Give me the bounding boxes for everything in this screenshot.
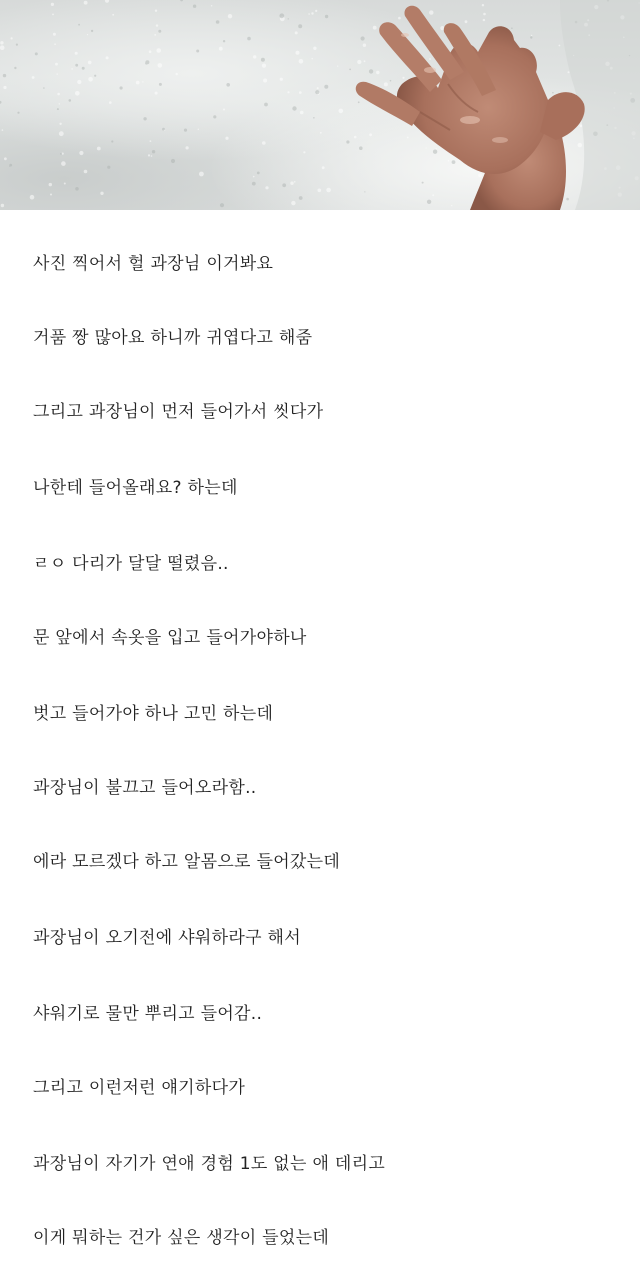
foam-bubble [69,99,72,102]
foam-bubble [262,141,266,145]
foam-bubble [364,191,365,192]
foam-bubble [213,115,216,118]
foam-bubble [294,181,296,183]
foam-bubble [54,43,56,45]
foam-bubble [107,166,110,169]
foam-bubble [287,91,289,93]
foam-bubble [17,112,19,114]
text-lines [0,210,640,1280]
foam-bubble [55,63,58,66]
foam-bubble [429,58,431,60]
text-line: 거품 짱 많아요 하니까 귀엽다고 해줌 [33,328,313,348]
foam-bubble [312,58,313,59]
foam-bubble [88,77,93,82]
foam-bubble [292,106,296,110]
foam-bubble [4,157,7,160]
foam-bubble [426,147,427,148]
foam-bubble [59,103,60,104]
foam-bubble [402,77,404,79]
foam-bubble [376,71,379,74]
foam-bubble [60,153,62,155]
foam-bubble [97,147,101,151]
foam-bubble [308,13,310,15]
foam-bubble [315,90,319,94]
foam-bubble [59,123,61,125]
foam-bubble [184,129,187,132]
foam-bubble [75,187,79,191]
foam-bubble [252,182,256,186]
foam-bubble [228,14,232,18]
foam-bubble [51,3,54,6]
foam-bubble [0,45,5,50]
foam-bubble [478,174,482,178]
foam-bubble [106,56,109,59]
foam-bubble [223,109,225,111]
foam-bubble [303,151,305,153]
foam-bubble [159,83,162,86]
foam-bubble [263,79,267,83]
foam-bubble [84,170,88,174]
foam-bubble [2,129,4,131]
text-line: 그리고 이런저런 얘기하다가 [33,1078,246,1098]
foam-bubble [436,148,437,149]
foam-bubble [552,92,554,94]
foam-bubble [35,52,38,55]
foam-bubble [75,64,78,67]
foam-bubble [482,4,484,6]
foam-bubble [120,86,123,89]
foam-bubble [433,150,437,154]
foam-bubble [100,192,103,195]
foam-bubble [257,172,260,175]
foam-bubble [324,85,328,89]
foam-bubble [143,117,146,120]
foam-bubble [151,155,153,157]
foam-bubble [171,159,175,163]
foam-bubble [280,78,283,81]
foam-bubble [43,87,45,89]
foam-bubble [154,34,156,36]
foam-bubble [483,13,486,16]
foam-bubble [142,81,143,82]
foam-bubble [559,45,561,47]
foam-bubble [0,41,3,44]
foam-bubble [253,55,256,58]
foam-bubble [279,13,284,18]
foam-bubble [349,69,351,71]
foam-bubble [429,10,433,14]
foam-bubble [78,24,80,26]
text-line: 샤워기로 물만 뿌리고 들어감.. [33,1004,263,1024]
foam-bubble [451,205,452,206]
foam-bubble [299,59,304,64]
foam-bubble [299,91,302,94]
foam-bubble [59,131,64,136]
foam-bubble [363,44,366,47]
foam-bubble [296,51,300,55]
foam-bubble [359,146,363,150]
foam-bubble [16,44,18,46]
text-line: 문 앞에서 속옷을 입고 들어가야하나 [33,628,307,648]
foam-bubble [226,83,230,87]
foam-bubble [265,186,268,189]
foam-bubble [264,103,268,107]
foam-bubble [225,137,228,140]
foam-bubble [79,151,83,155]
foam-bubble [216,20,220,24]
foam-bubble [313,47,316,50]
text-line: 과장님이 오기전에 샤워하라구 해서 [33,928,301,948]
foam-bubble [364,60,366,62]
foam-bubble [320,132,322,134]
foam-bubble [223,40,225,42]
foam-bubble [75,52,78,55]
foam-bubble [578,143,582,147]
foam-bubble [253,176,255,178]
photo-illustration [0,0,640,210]
foam-bubble [148,154,150,156]
foam-bubble [315,10,317,12]
foam-bubble [84,1,88,5]
foam-bubble [261,58,265,62]
foam-bubble [156,48,161,53]
text-line: 벗고 들어가야 하나 고민 하는데 [33,704,274,724]
foam-bubble [422,182,424,184]
foam-bubble [64,183,66,185]
foam-bubble [566,198,569,201]
foam-bubble [32,76,35,79]
foam-bubble [361,36,365,40]
foam-bubble [193,5,196,8]
foam-bubble [136,81,140,85]
text-line: 나한테 들어올래요? 하는데 [33,478,238,498]
foam-bubble [530,36,532,38]
foam-bubble [30,195,35,200]
foam-bubble [369,69,373,73]
foam-bubble [282,183,286,187]
foam-bubble [62,153,64,155]
text-line: ㄹㅇ 다리가 달달 떨렸음.. [33,554,229,574]
foam-bubble [354,136,357,139]
foam-bubble [211,5,212,6]
foam-bubble [91,30,93,32]
text-line: 이게 뭐하는 건가 싶은 생각이 들었는데 [33,1228,330,1248]
foam-bubble [452,160,456,164]
foam-bubble [427,200,431,204]
foam-bubble [220,203,224,207]
foam-bubble [369,133,372,136]
foam-bubble [326,188,331,193]
foam-bubble [432,194,434,196]
foam-bubble [149,50,152,53]
foam-bubble [158,30,161,33]
foam-bubble [112,14,114,16]
foam-bubble [3,74,6,77]
foam-bubble [465,20,468,23]
foam-bubble [88,61,92,65]
foam-bubble [180,0,183,1]
foam-bubble [398,17,401,20]
foam-bubble [150,140,152,142]
foam-bubble [318,189,322,193]
foam-bubble [298,24,302,28]
foam-bubble [111,140,113,142]
foam-bubble [0,101,2,104]
foam-bubble [357,60,361,64]
foam-bubble [373,26,377,30]
foam-bubble [53,33,56,36]
foam-bubble [145,62,148,65]
foam-bubble [87,34,88,35]
foam-bubble [155,10,157,12]
hand-in-bubbles-photo [0,0,640,210]
foam-bubble [448,160,450,162]
foam-bubble [407,137,409,139]
foam-bubble [61,161,66,166]
foam-bubble [288,18,289,19]
foam-bubble [325,15,328,18]
foam-bubble [156,24,158,26]
foam-bubble [94,75,96,77]
foam-bubble [186,146,189,149]
text-line: 사진 찍어서 헐 과장님 이거봐요 [33,254,274,274]
foam-bubble [295,31,298,34]
foam-bubble [317,87,319,89]
foam-bubble [49,183,52,186]
foam-bubble [311,12,313,14]
foam-bubble [198,129,199,130]
foam-bubble [77,80,81,84]
foam-bubble [290,182,293,185]
foam-bubble [1,204,4,207]
foam-bubble [337,66,338,67]
foam-bubble [196,50,199,53]
foam-bubble [531,35,532,36]
foam-bubble [291,201,295,205]
foam-bubble [158,63,163,68]
foam-bubble [105,0,109,3]
foam-bubble [3,86,6,89]
foam-bubble [57,73,58,74]
foam-bubble [109,101,112,104]
foam-bubble [511,27,513,29]
foam-bubble [483,19,485,21]
foam-bubble [50,194,52,196]
foam-bubble [75,91,80,96]
foam-bubble [155,92,158,95]
foam-bubble [384,82,388,86]
foam-bubble [580,125,583,128]
foam-bubble [262,64,266,68]
foam-bubble [176,73,178,75]
foam-bubble [568,71,570,73]
text-line: 과장님이 자기가 연애 경험 1도 없는 애 데리고 [33,1154,386,1174]
foam-bubble [82,67,85,70]
foam-bubble [52,14,54,16]
foam-bubble [199,172,204,177]
text-line: 과장님이 불끄고 들어오라함.. [33,778,257,798]
foam-bubble [219,47,223,51]
text-line: 그리고 과장님이 먼저 들어가서 씻다가 [33,402,324,422]
foam-bubble [313,117,315,119]
foam-bubble [390,80,392,82]
foam-bubble [9,166,10,167]
foam-bubble [247,37,251,41]
foam-bubble [11,37,13,39]
foam-bubble [358,101,360,103]
foam-bubble [71,68,73,70]
foam-bubble [162,128,165,131]
foam-bubble [152,150,155,153]
text-line: 에라 모르겠다 하고 알몸으로 들어갔는데 [33,852,341,872]
foam-bubble [299,196,303,200]
foam-bubble [339,109,344,114]
foam-bubble [57,93,60,96]
foam-bubble [57,108,59,110]
foam-bubble [346,140,349,143]
foam-bubble [14,67,16,69]
foam-bubble [322,166,325,169]
foam-bubble [300,111,304,115]
